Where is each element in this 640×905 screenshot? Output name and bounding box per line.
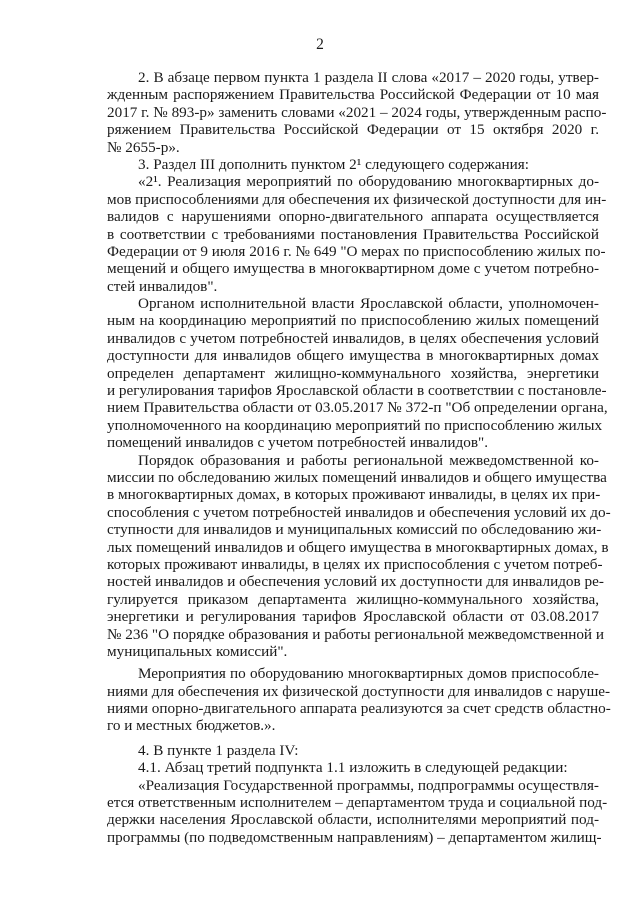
text-line: помещений инвалидов с учетом потребностей инвалидов". xyxy=(107,434,488,452)
text-line: Федерации от 9 июля 2016 г. № 649 "О мерах по приспособлению жилых по- xyxy=(107,242,606,260)
text-line: жденным распоряжением Правительства Российской Федерации от 10 мая xyxy=(107,86,599,104)
document-body xyxy=(107,69,611,846)
paragraph-gap xyxy=(107,735,599,742)
text-line: миссии по обследованию жилых помещений инвалидов и общего имущества xyxy=(107,468,607,486)
text-line: лых помещений инвалидов и общего имущества в многоквартирных домах, в xyxy=(107,538,609,556)
text-line: 4. В пункте 1 раздела IV: xyxy=(138,741,299,759)
paragraph xyxy=(107,759,599,776)
text-line: муниципальных комиссий". xyxy=(107,642,288,660)
text-line: «Реализация Государственной программы, подпрограммы осуществля- xyxy=(138,776,599,794)
text-line: гулируется приказом департамента жилищно-коммунального хозяйства, xyxy=(107,590,599,608)
text-line: держки населения Ярославской области, исполнителями мероприятий под- xyxy=(107,811,599,829)
text-line: 2017 г. № 893-р» заменить словами «2021 – 2024 годы, утвержденным распо- xyxy=(107,103,607,121)
paragraph xyxy=(107,742,599,759)
text-line: го и местных бюджетов.». xyxy=(107,717,276,735)
paragraph xyxy=(107,665,611,735)
paragraph xyxy=(107,295,608,452)
text-line: ступности для инвалидов и муниципальных комиссий по обследованию жи- xyxy=(107,521,602,539)
text-line: уполномоченного на координацию мероприятий по приспособлению жилых xyxy=(107,416,603,434)
text-line: определен департамент жилищно-коммунального хозяйства, энергетики xyxy=(107,364,599,382)
paragraph xyxy=(107,451,611,661)
text-line: № 236 "О порядке образования и работы региональной межведомственной и xyxy=(107,625,604,643)
paragraph xyxy=(107,173,607,295)
paragraph xyxy=(107,776,608,847)
text-line: Порядок образования и работы региональной межведомственной ко- xyxy=(138,451,599,469)
text-line: и регулирования тарифов Ярославской области в соответствии с постановле- xyxy=(107,382,607,400)
text-line: мов приспособлениями для обеспечения их физической доступности для ин- xyxy=(107,190,607,208)
text-line: программы (по подведомственным направлениям) – департаментом жилищ- xyxy=(107,828,602,846)
text-line: ряжением Правительства Российской Федерации от 15 октября 2020 г. xyxy=(107,121,599,139)
text-line: в многоквартирных домах, в которых проживают инвалиды, в целях их при- xyxy=(107,486,601,504)
text-line: ниями для обеспечения их физической доступности для инвалидов с наруше- xyxy=(107,682,611,700)
text-line: Мероприятия по оборудованию многоквартирных домов приспособле- xyxy=(138,665,599,683)
text-line: энергетики и регулирования тарифов Ярославской области от 03.08.2017 xyxy=(107,608,599,626)
text-line: 2. В абзаце первом пункта 1 раздела II слова «2017 – 2020 годы, утвер- xyxy=(138,69,599,86)
text-line: способления с учетом потребностей инвалидов и обеспечения условий их до- xyxy=(107,503,611,521)
text-line: «2¹. Реализация мероприятий по оборудованию многоквартирных до- xyxy=(138,173,599,191)
text-line: ниями опорно-двигательного аппарата реализуются за счет средств областно- xyxy=(107,700,611,718)
text-line: ным на координацию мероприятий по приспособлению жилых помещений xyxy=(107,312,599,330)
text-line: Органом исполнительной власти Ярославской области, уполномочен- xyxy=(138,295,599,313)
text-line: № 2655-р». xyxy=(107,138,180,156)
text-line: доступности для инвалидов общего имущества в многоквартирных домах xyxy=(107,347,599,365)
paragraph xyxy=(107,156,599,173)
text-line: мещений и общего имущества в многоквартирном доме с учетом потребно- xyxy=(107,260,599,278)
text-line: стей инвалидов". xyxy=(107,277,218,295)
paragraph xyxy=(107,69,607,156)
text-line: ется ответственным исполнителем – департаментом труда и социальной под- xyxy=(107,794,608,812)
text-line: нием Правительства области от 03.05.2017 № 372-п "Об определении органа, xyxy=(107,399,608,417)
text-line: в соответствии с требованиями постановления Правительства Российской xyxy=(107,225,599,243)
text-line: 4.1. Абзац третий подпункта 1.1 изложить в следующей редакции: xyxy=(138,759,568,777)
text-line: которых проживают инвалиды, в целях их приспособления с учетом потреб- xyxy=(107,555,603,573)
text-line: валидов с нарушениями опорно-двигательного аппарата осуществляется xyxy=(107,208,599,226)
page-number: 2 xyxy=(316,36,324,53)
text-line: ностей инвалидов и обеспечения условий их доступности для инвалидов ре- xyxy=(107,573,604,591)
text-line: инвалидов с учетом потребностей инвалидов, в целях обеспечения условий xyxy=(107,329,599,347)
text-line: 3. Раздел III дополнить пунктом 2¹ следующего содержания: xyxy=(138,155,529,173)
